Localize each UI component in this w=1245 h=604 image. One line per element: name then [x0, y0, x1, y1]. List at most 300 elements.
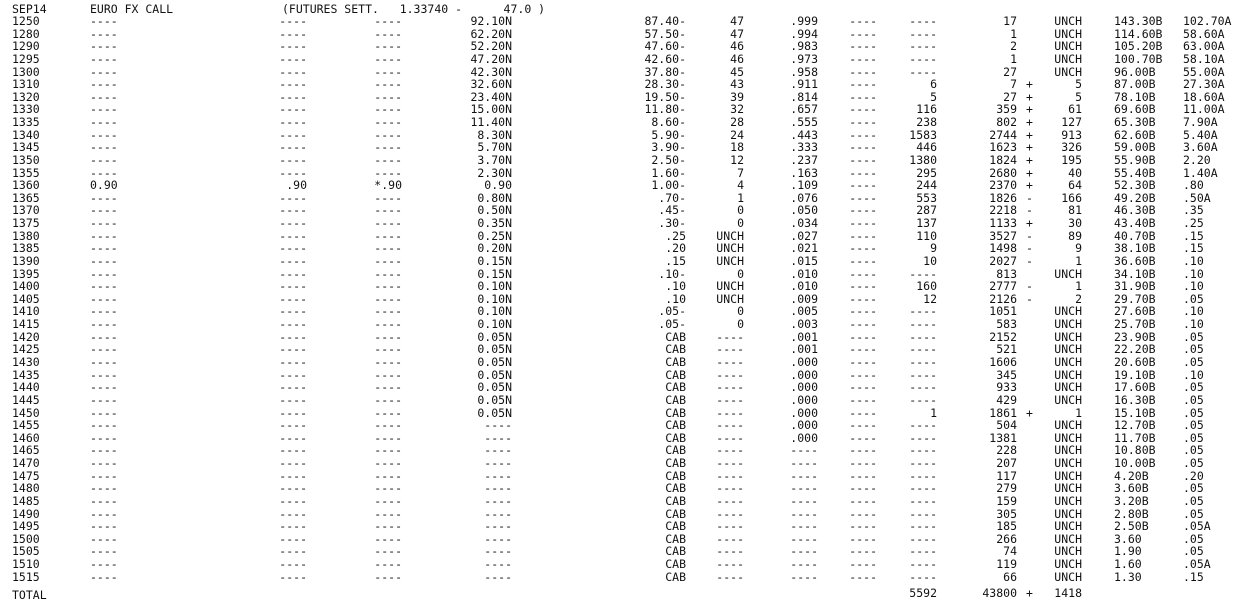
cell-settle-change: 5.90-: [651, 127, 686, 142]
cell-close: 52.20N: [470, 39, 512, 54]
cell-high: ----: [279, 329, 307, 344]
cell-open: ----: [90, 506, 118, 521]
cell-high: ----: [279, 77, 307, 92]
cell-contract-low: .05: [1183, 456, 1204, 471]
cell-low: ----: [374, 367, 402, 382]
cell-volume: 295: [916, 165, 937, 180]
cell-delta: .000: [790, 405, 818, 420]
cell-low: ----: [374, 253, 402, 268]
cell-settle-change: 1.60-: [651, 165, 686, 180]
cell-volume: ----: [909, 317, 937, 332]
cell-strike: 1480: [12, 481, 40, 496]
cell-open: ----: [90, 531, 118, 546]
cell-settle-change: CAB: [665, 405, 686, 420]
cell-close: 0.05N: [477, 342, 512, 357]
cell-open: ----: [90, 291, 118, 306]
cell-open: ----: [90, 241, 118, 256]
cell-settle-change: 57.50-: [644, 26, 686, 41]
cell-settle-change: .05-: [658, 317, 686, 332]
cell-contract-low: .80: [1183, 178, 1204, 193]
cell-oi-change: UNCH: [1054, 367, 1082, 382]
cell-high-low: ----: [849, 317, 877, 332]
cell-contract-low: 63.00A: [1183, 39, 1225, 54]
cell-open-interest: 185: [996, 519, 1017, 534]
cell-oi-change: UNCH: [1054, 418, 1082, 433]
cell-exercises: ----: [716, 380, 744, 395]
cell-contract-low: 3.60A: [1183, 140, 1218, 155]
cell-exercises: 32: [730, 102, 744, 117]
cell-volume: 137: [916, 216, 937, 231]
cell-high: ----: [279, 140, 307, 155]
cell-exercises: 47: [730, 26, 744, 41]
cell-exercises: ----: [716, 468, 744, 483]
cell-settle-change: 3.90-: [651, 140, 686, 155]
cell-volume: 6: [930, 77, 937, 92]
cell-oi-change: 127: [1061, 115, 1082, 130]
cell-open-interest: 1498: [989, 241, 1017, 256]
cell-oi-change: UNCH: [1054, 64, 1082, 79]
cell-delta: .000: [790, 367, 818, 382]
cell-exercises: 28: [730, 115, 744, 130]
cell-oi-change: 2: [1075, 291, 1082, 306]
cell-high: ----: [279, 380, 307, 395]
cell-oi-change: UNCH: [1054, 493, 1082, 508]
cell-close: 0.15N: [477, 266, 512, 281]
cell-open: ----: [90, 77, 118, 92]
cell-contract-low: 55.00A: [1183, 64, 1225, 79]
cell-open: ----: [90, 329, 118, 344]
cell-contract-low: 58.10A: [1183, 51, 1225, 66]
cell-settle-change: .10: [665, 279, 686, 294]
cell-high-low: ----: [849, 405, 877, 420]
cell-contract-high: 65.30B: [1114, 115, 1156, 130]
cell-volume: ----: [909, 519, 937, 534]
cell-close: ----: [484, 456, 512, 471]
cell-settle-change: CAB: [665, 392, 686, 407]
cell-delta: .010: [790, 266, 818, 281]
cell-oi-change: UNCH: [1054, 531, 1082, 546]
cell-change-sign: -: [1026, 291, 1033, 306]
cell-oi-change: UNCH: [1054, 329, 1082, 344]
cell-open: 0.90: [90, 178, 118, 193]
cell-strike: 1365: [12, 190, 40, 205]
cell-open: ----: [90, 51, 118, 66]
cell-low: ----: [374, 266, 402, 281]
cell-high: ----: [279, 14, 307, 28]
cell-exercises: ----: [716, 519, 744, 534]
cell-exercises: 46: [730, 39, 744, 54]
cell-volume: 5: [930, 89, 937, 104]
cell-delta: .814: [790, 89, 818, 104]
cell-open-interest: 1051: [989, 304, 1017, 319]
cell-low: *.90: [374, 178, 402, 193]
cell-settle-change: 87.40-: [644, 14, 686, 28]
cell-open-interest: 2218: [989, 203, 1017, 218]
cell-oi-change: 61: [1068, 102, 1082, 117]
cell-exercises: UNCH: [716, 279, 744, 294]
cell-open: ----: [90, 64, 118, 79]
cell-high-low: ----: [849, 544, 877, 559]
cell-contract-low: .05: [1183, 329, 1204, 344]
cell-strike: 1465: [12, 443, 40, 458]
cell-settle-change: 19.50-: [644, 89, 686, 104]
cell-contract-high: 40.70B: [1114, 228, 1156, 243]
cell-volume: 1: [930, 405, 937, 420]
cell-delta: ----: [790, 544, 818, 559]
cell-exercises: ----: [716, 456, 744, 471]
cell-open: ----: [90, 115, 118, 130]
cell-exercises: 0: [737, 317, 744, 332]
cell-delta: ----: [790, 493, 818, 508]
cell-delta: .555: [790, 115, 818, 130]
cell-strike: 1280: [12, 26, 40, 41]
cell-open-interest: 1824: [989, 152, 1017, 167]
cell-volume: ----: [909, 443, 937, 458]
cell-exercises: 0: [737, 304, 744, 319]
cell-contract-high: 17.60B: [1114, 380, 1156, 395]
cell-open-interest: 429: [996, 392, 1017, 407]
cell-contract-high: 43.40B: [1114, 216, 1156, 231]
cell-open: ----: [90, 253, 118, 268]
cell-high-low: ----: [849, 456, 877, 471]
cell-high: ----: [279, 519, 307, 534]
cell-volume: ----: [909, 569, 937, 584]
cell-volume: ----: [909, 14, 937, 28]
cell-open: ----: [90, 569, 118, 584]
cell-strike: 1450: [12, 405, 40, 420]
cell-strike: 1455: [12, 418, 40, 433]
cell-delta: ----: [790, 506, 818, 521]
cell-close: 3.70N: [477, 152, 512, 167]
cell-oi-change: 1: [1075, 279, 1082, 294]
cell-high-low: ----: [849, 178, 877, 193]
cell-contract-low: .05: [1183, 380, 1204, 395]
cell-oi-change: UNCH: [1054, 392, 1082, 407]
cell-contract-low: .10: [1183, 367, 1204, 382]
cell-strike: 1330: [12, 102, 40, 117]
cell-exercises: ----: [716, 531, 744, 546]
cell-delta: .050: [790, 203, 818, 218]
cell-exercises: UNCH: [716, 253, 744, 268]
cell-high-low: ----: [849, 304, 877, 319]
cell-settle-change: .10-: [658, 266, 686, 281]
cell-strike: 1475: [12, 468, 40, 483]
cell-low: ----: [374, 26, 402, 41]
cell-strike: 1410: [12, 304, 40, 319]
cell-high: ----: [279, 102, 307, 117]
cell-low: ----: [374, 456, 402, 471]
cell-settle-change: CAB: [665, 456, 686, 471]
cell-volume: 10: [923, 253, 937, 268]
cell-high: ----: [279, 317, 307, 332]
cell-change-sign: +: [1026, 115, 1033, 130]
cell-delta: .000: [790, 355, 818, 369]
cell-high: ----: [279, 506, 307, 521]
cell-high: ----: [279, 456, 307, 471]
cell-volume: ----: [909, 51, 937, 66]
cell-open: ----: [90, 342, 118, 357]
cell-low: ----: [374, 569, 402, 584]
cell-oi-change: UNCH: [1054, 51, 1082, 66]
cell-open: ----: [90, 26, 118, 41]
cell-low: ----: [374, 443, 402, 458]
cell-oi-change: UNCH: [1054, 456, 1082, 471]
cell-contract-high: 55.40B: [1114, 165, 1156, 180]
cell-settle-change: CAB: [665, 355, 686, 369]
cell-contract-low: .10: [1183, 317, 1204, 332]
cell-contract-low: .05A: [1183, 519, 1211, 534]
cell-open-interest: 119: [996, 557, 1017, 572]
cell-high: ----: [279, 291, 307, 306]
cell-high-low: ----: [849, 418, 877, 433]
cell-settle-change: CAB: [665, 506, 686, 521]
cell-open: ----: [90, 519, 118, 534]
cell-delta: .000: [790, 430, 818, 445]
cell-contract-low: .20: [1183, 468, 1204, 483]
cell-strike: 1250: [12, 14, 40, 28]
cell-contract-high: 3.20B: [1114, 493, 1149, 508]
cell-contract-high: 10.80B: [1114, 443, 1156, 458]
cell-settle-change: CAB: [665, 493, 686, 508]
cell-strike: 1435: [12, 367, 40, 382]
cell-oi-change: UNCH: [1054, 380, 1082, 395]
cell-volume: ----: [909, 329, 937, 344]
cell-volume: ----: [909, 64, 937, 79]
cell-high-low: ----: [849, 557, 877, 572]
cell-contract-high: 59.00B: [1114, 140, 1156, 155]
cell-volume: ----: [909, 392, 937, 407]
cell-settle-change: 1.00-: [651, 178, 686, 193]
cell-open: ----: [90, 544, 118, 559]
cell-volume: ----: [909, 380, 937, 395]
cell-open-interest: 1: [1010, 26, 1017, 41]
cell-high-low: ----: [849, 51, 877, 66]
cell-exercises: 47: [730, 14, 744, 28]
cell-contract-low: .05: [1183, 418, 1204, 433]
cell-high-low: ----: [849, 430, 877, 445]
cell-strike: 1385: [12, 241, 40, 256]
cell-settle-change: CAB: [665, 342, 686, 357]
cell-exercises: UNCH: [716, 241, 744, 256]
cell-strike: 1440: [12, 380, 40, 395]
cell-exercises: 0: [737, 216, 744, 231]
cell-high-low: ----: [849, 291, 877, 306]
cell-volume: 9: [930, 241, 937, 256]
cell-contract-high: 19.10B: [1114, 367, 1156, 382]
cell-high-low: ----: [849, 443, 877, 458]
cell-exercises: UNCH: [716, 228, 744, 243]
cell-delta: .010: [790, 279, 818, 294]
cell-delta: .000: [790, 380, 818, 395]
cell-oi-change: 1: [1075, 405, 1082, 420]
cell-close: ----: [484, 544, 512, 559]
cell-high-low: ----: [849, 380, 877, 395]
cell-open-interest: 1381: [989, 430, 1017, 445]
cell-open-interest: 1: [1010, 51, 1017, 66]
cell-open-interest: 207: [996, 456, 1017, 471]
cell-high: ----: [279, 190, 307, 205]
cell-close: 42.30N: [470, 64, 512, 79]
cell-contract-low: 27.30A: [1183, 77, 1225, 92]
cell-open-interest: 2680: [989, 165, 1017, 180]
cell-oi-change: 195: [1061, 152, 1082, 167]
cell-close: 62.20N: [470, 26, 512, 41]
cell-oi-change: UNCH: [1054, 557, 1082, 572]
cell-close: 0.15N: [477, 253, 512, 268]
cell-high-low: ----: [849, 531, 877, 546]
cell-delta: .237: [790, 152, 818, 167]
cell-open-interest: 305: [996, 506, 1017, 521]
cell-high-low: ----: [849, 165, 877, 180]
cell-change-sign: +: [1026, 165, 1033, 180]
cell-settle-change: CAB: [665, 519, 686, 534]
cell-high: ----: [279, 355, 307, 369]
cell-settle-change: .10: [665, 291, 686, 306]
cell-contract-low: .05: [1183, 481, 1204, 496]
cell-close: 0.05N: [477, 405, 512, 420]
cell-volume: 553: [916, 190, 937, 205]
cell-settle-change: CAB: [665, 544, 686, 559]
cell-exercises: UNCH: [716, 291, 744, 306]
cell-strike: 1340: [12, 127, 40, 142]
cell-high-low: ----: [849, 115, 877, 130]
cell-high: ----: [279, 266, 307, 281]
cell-settle-change: 8.60-: [651, 115, 686, 130]
cell-high-low: ----: [849, 64, 877, 79]
cell-contract-high: 46.30B: [1114, 203, 1156, 218]
cell-volume: ----: [909, 304, 937, 319]
cell-delta: ----: [790, 531, 818, 546]
cell-high: ----: [279, 127, 307, 142]
cell-high: ----: [279, 51, 307, 66]
cell-high: ----: [279, 493, 307, 508]
cell-strike: 1420: [12, 329, 40, 344]
cell-contract-low: .05: [1183, 291, 1204, 306]
cell-close: 23.40N: [470, 89, 512, 104]
cell-low: ----: [374, 165, 402, 180]
cell-exercises: 0: [737, 203, 744, 218]
cell-high: ----: [279, 64, 307, 79]
cell-exercises: 24: [730, 127, 744, 142]
cell-contract-low: .10: [1183, 253, 1204, 268]
cell-open-interest: 2: [1010, 39, 1017, 54]
cell-contract-high: 11.70B: [1114, 430, 1156, 445]
cell-oi-change: UNCH: [1054, 468, 1082, 483]
cell-high: ----: [279, 165, 307, 180]
cell-contract-low: .50A: [1183, 190, 1211, 205]
cell-open-interest: 2744: [989, 127, 1017, 142]
cell-delta: .021: [790, 241, 818, 256]
cell-high: ----: [279, 430, 307, 445]
cell-oi-change: 30: [1068, 216, 1082, 231]
cell-open-interest: 2777: [989, 279, 1017, 294]
cell-close: ----: [484, 519, 512, 534]
cell-open-interest: 2126: [989, 291, 1017, 306]
cell-high-low: ----: [849, 216, 877, 231]
cell-volume: ----: [909, 266, 937, 281]
cell-low: ----: [374, 355, 402, 369]
cell-high-low: ----: [849, 127, 877, 142]
cell-contract-low: 58.60A: [1183, 26, 1225, 41]
cell-contract-high: 2.80B: [1114, 506, 1149, 521]
cell-contract-high: 1.30: [1114, 569, 1142, 584]
cell-oi-change: UNCH: [1054, 39, 1082, 54]
cell-settle-change: .70-: [658, 190, 686, 205]
cell-low: ----: [374, 544, 402, 559]
cell-oi-change: 64: [1068, 178, 1082, 193]
cell-oi-change: UNCH: [1054, 26, 1082, 41]
cell-settle-change: 2.50-: [651, 152, 686, 167]
cell-settle-change: CAB: [665, 569, 686, 584]
cell-low: ----: [374, 329, 402, 344]
total-change: 1418: [1054, 586, 1082, 600]
cell-low: ----: [374, 115, 402, 130]
cell-delta: ----: [790, 569, 818, 584]
cell-oi-change: 326: [1061, 140, 1082, 155]
cell-volume: 12: [923, 291, 937, 306]
cell-strike: 1375: [12, 216, 40, 231]
cell-change-sign: +: [1026, 127, 1033, 142]
cell-settle-change: CAB: [665, 380, 686, 395]
cell-low: ----: [374, 304, 402, 319]
cell-low: ----: [374, 430, 402, 445]
cell-contract-low: 2.20: [1183, 152, 1211, 167]
cell-contract-low: .05: [1183, 506, 1204, 521]
cell-volume: 160: [916, 279, 937, 294]
cell-close: 0.35N: [477, 216, 512, 231]
cell-high: ----: [279, 544, 307, 559]
cell-change-sign: +: [1026, 89, 1033, 104]
cell-strike: 1510: [12, 557, 40, 572]
cell-open: ----: [90, 39, 118, 54]
cell-exercises: 45: [730, 64, 744, 79]
cell-open-interest: 117: [996, 468, 1017, 483]
contract-month: SEP14: [12, 2, 47, 16]
cell-close: ----: [484, 418, 512, 433]
cell-delta: ----: [790, 519, 818, 534]
cell-high: ----: [279, 481, 307, 496]
cell-strike: 1345: [12, 140, 40, 155]
cell-high-low: ----: [849, 468, 877, 483]
cell-open-interest: 7: [1010, 77, 1017, 92]
cell-open: ----: [90, 367, 118, 382]
cell-strike: 1335: [12, 115, 40, 130]
cell-open: ----: [90, 481, 118, 496]
cell-open-interest: 504: [996, 418, 1017, 433]
cell-low: ----: [374, 241, 402, 256]
cell-high-low: ----: [849, 140, 877, 155]
cell-volume: 1380: [909, 152, 937, 167]
cell-close: 0.10N: [477, 304, 512, 319]
cell-volume: ----: [909, 367, 937, 382]
cell-delta: .958: [790, 64, 818, 79]
cell-high-low: ----: [849, 241, 877, 256]
cell-contract-low: .05: [1183, 443, 1204, 458]
cell-contract-high: 25.70B: [1114, 317, 1156, 332]
cell-volume: 287: [916, 203, 937, 218]
cell-high: ----: [279, 392, 307, 407]
cell-high-low: ----: [849, 26, 877, 41]
cell-strike: 1400: [12, 279, 40, 294]
cell-settle-change: 11.80-: [644, 102, 686, 117]
cell-settle-change: CAB: [665, 329, 686, 344]
total-volume: 5592: [909, 586, 937, 600]
cell-contract-low: .10: [1183, 304, 1204, 319]
cell-low: ----: [374, 506, 402, 521]
cell-contract-low: .05: [1183, 493, 1204, 508]
cell-close: ----: [484, 506, 512, 521]
cell-contract-high: 100.70B: [1114, 51, 1163, 66]
